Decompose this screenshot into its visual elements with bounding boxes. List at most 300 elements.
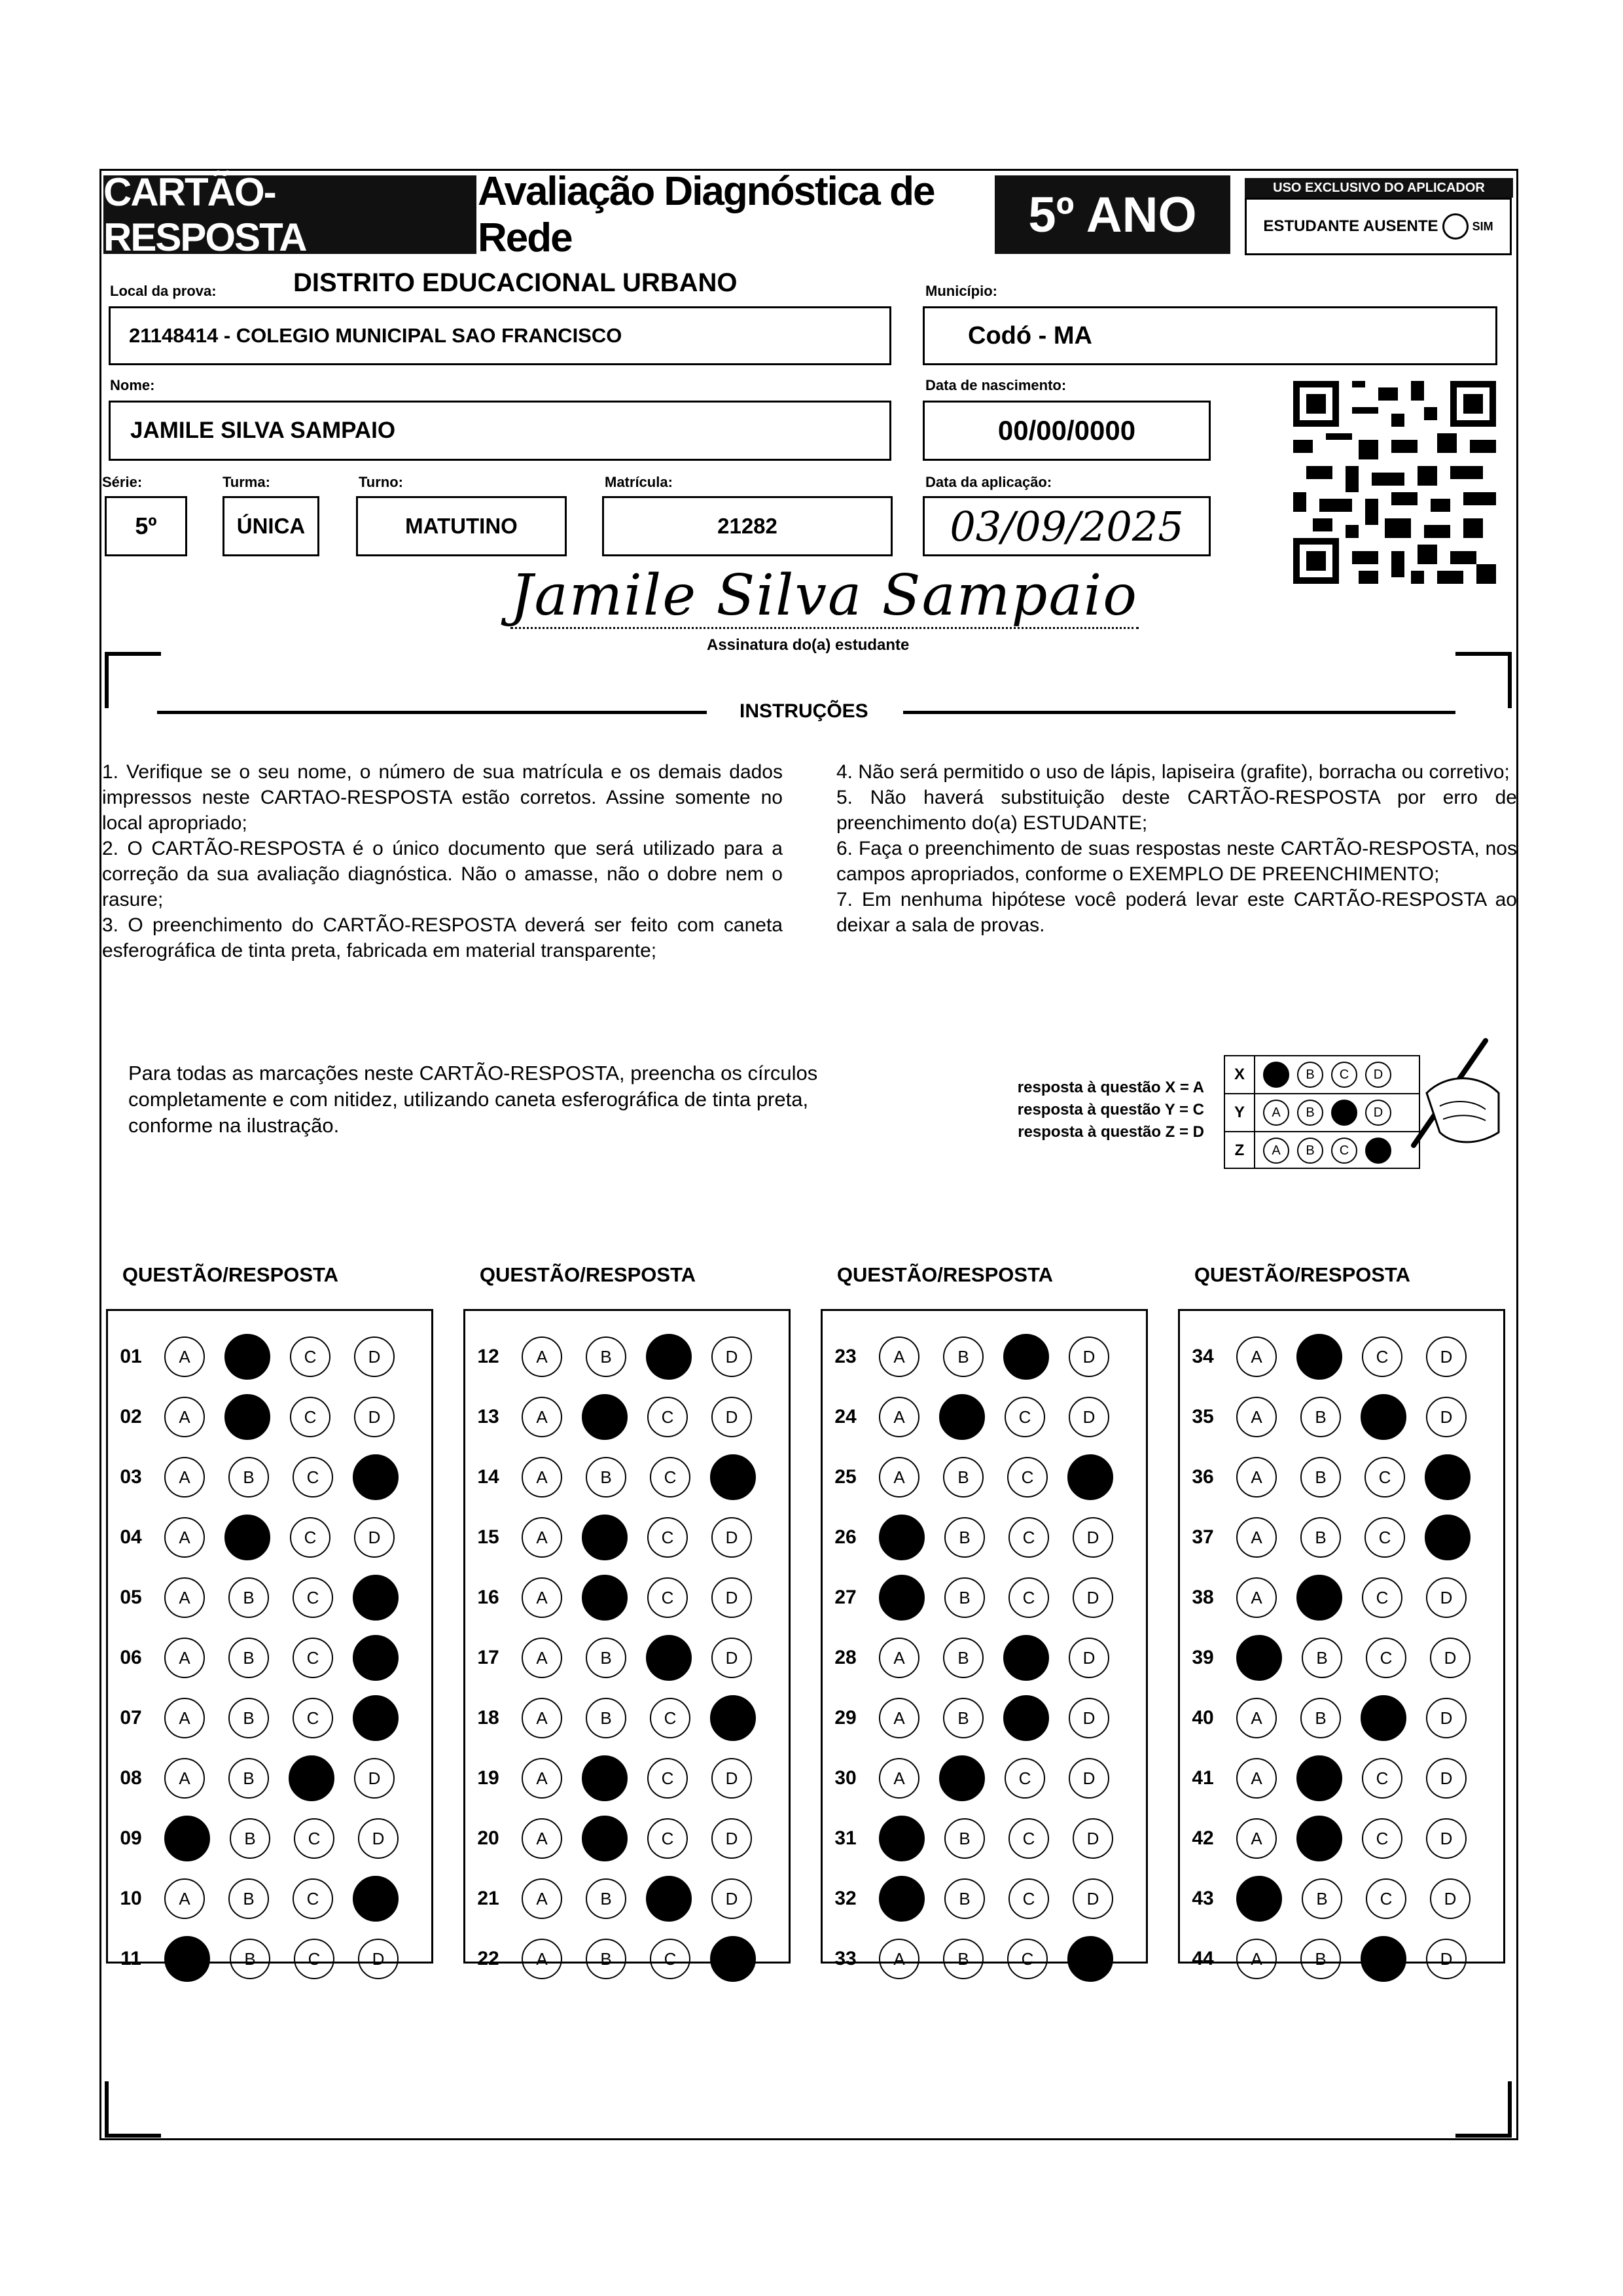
answer-bubble-d[interactable]: D [1426,1939,1467,1979]
answer-bubble-b[interactable]: B [1300,1698,1341,1738]
answer-bubble-c[interactable]: C [1362,1758,1402,1799]
question-row [823,1812,1113,1865]
answer-bubble-b[interactable]: B [1300,1939,1341,1979]
answer-bubble-c[interactable]: C [294,1939,334,1979]
escola-field [109,306,891,365]
answer-bubble-d[interactable]: D [1069,1638,1109,1678]
example-bubble [1331,1100,1357,1126]
answer-bubble-c[interactable] [289,1755,334,1801]
answer-bubble-a[interactable]: A [1236,1457,1277,1498]
answer-bubble-a[interactable]: A [1236,1758,1277,1799]
answer-bubble-b[interactable]: B [228,1457,269,1498]
answer-bubble-d[interactable] [353,1695,399,1741]
aplicacao-field [923,496,1211,556]
answer-bubble-c[interactable]: C [294,1818,334,1859]
answer-bubble-c[interactable]: C [1364,1457,1405,1498]
question-row [1180,1451,1471,1503]
answer-bubble-a[interactable]: A [879,1758,919,1799]
answer-bubble-c[interactable]: C [1366,1638,1406,1678]
answer-bubble-b[interactable] [582,1515,628,1560]
question-row [108,1812,399,1865]
answer-bubble-d[interactable]: D [1069,1758,1109,1799]
answer-bubble-d[interactable]: D [1069,1698,1109,1738]
question-row [823,1571,1113,1624]
question-row [823,1391,1109,1443]
question-number: 03 [120,1466,142,1488]
answer-bubble-a[interactable]: A [879,1457,919,1498]
answer-bubble-a[interactable] [879,1876,925,1922]
answer-bubble-d[interactable]: D [358,1818,399,1859]
question-number: 13 [477,1406,499,1427]
answer-bubble-d[interactable]: D [1069,1336,1109,1377]
answer-bubble-d[interactable] [353,1635,399,1681]
answer-bubble-a[interactable] [879,1816,925,1861]
question-number: 38 [1192,1587,1214,1608]
ausente-label: ESTUDANTE AUSENTE [1263,217,1438,235]
answer-bubble-d[interactable] [353,1454,399,1500]
instructions-rule-left [157,711,707,714]
answer-bubble-d[interactable]: D [711,1397,752,1437]
answer-bubble-b[interactable]: B [586,1638,626,1678]
question-number: 30 [834,1767,857,1789]
answer-bubble-b[interactable]: B [944,1818,985,1859]
column-title: QUESTÃO/RESPOSTA [479,1263,696,1286]
answer-bubble-c[interactable]: C [1005,1758,1045,1799]
answer-bubble-a[interactable]: A [1236,1577,1277,1618]
answer-bubble-a[interactable] [164,1816,210,1861]
answer-bubble-a[interactable]: A [522,1638,562,1678]
answer-bubble-b[interactable]: B [228,1638,269,1678]
answer-bubble-b[interactable]: B [228,1698,269,1738]
answer-bubble-b[interactable]: B [1300,1457,1341,1498]
answer-bubble-b[interactable] [1296,1334,1342,1380]
question-number: 39 [1192,1647,1214,1668]
answer-bubble-d[interactable]: D [358,1939,399,1979]
question-row [823,1933,1113,1985]
answer-bubble-b[interactable] [939,1394,985,1440]
answer-bubble-a[interactable]: A [522,1577,562,1618]
instruction-item: 1. Verifique se o seu nome, o número de sua matrícula e os demais dados impressos neste CARTAO-RESPOSTA estão corretos. Assine somente no local apropriado; [102,761,783,834]
answer-bubble-d[interactable] [1067,1454,1113,1500]
answer-bubble-d[interactable] [1425,1454,1471,1500]
answer-bubble-b[interactable]: B [943,1457,984,1498]
answer-bubble-c[interactable]: C [1005,1397,1045,1437]
serie-value: 5º [135,512,157,539]
question-number: 02 [120,1406,142,1427]
example-bubble: B [1297,1100,1323,1126]
example-bubble: B [1297,1138,1323,1164]
question-row [1180,1752,1467,1804]
answer-bubble-d[interactable]: D [1426,1336,1467,1377]
answer-bubble-d[interactable] [710,1936,756,1982]
question-row [823,1873,1113,1925]
answer-bubble-a[interactable]: A [164,1698,205,1738]
answer-bubble-d[interactable]: D [711,1758,752,1799]
answer-bubble-a[interactable]: A [164,1457,205,1498]
corner-mark-bottom-right [1455,2081,1512,2138]
answer-bubble-d[interactable]: D [1073,1517,1113,1558]
answer-bubble-b[interactable]: B [1300,1397,1341,1437]
answer-bubble-b[interactable] [582,1575,628,1621]
matricula-label: Matrícula: [605,474,673,490]
question-number: 25 [834,1466,857,1488]
answer-bubble-c[interactable] [1003,1635,1049,1681]
answer-column [463,1309,791,1969]
question-number: 26 [834,1526,857,1548]
answer-bubble-b[interactable] [1296,1755,1342,1801]
uso-exclusivo-label: USO EXCLUSIVO DO APLICADOR [1245,178,1513,198]
answer-bubble-a[interactable]: A [164,1878,205,1919]
question-row [465,1511,752,1564]
answer-bubble-b[interactable] [582,1816,628,1861]
answer-bubble-b[interactable] [939,1755,985,1801]
answer-bubble-b[interactable]: B [586,1939,626,1979]
answer-bubble-a[interactable]: A [164,1758,205,1799]
corner-mark-bottom-left [105,2081,161,2138]
nome-field [109,401,891,461]
answer-bubble-d[interactable]: D [1426,1818,1467,1859]
answer-bubble-d[interactable] [710,1695,756,1741]
answer-bubble-b[interactable]: B [586,1457,626,1498]
answer-bubble-d[interactable]: D [1073,1818,1113,1859]
answer-bubble-b[interactable]: B [943,1336,984,1377]
answer-bubble-a[interactable]: A [164,1517,205,1558]
question-number: 32 [834,1888,857,1909]
question-number: 21 [477,1888,499,1909]
question-number: 04 [120,1526,142,1548]
question-row [108,1632,399,1684]
matricula-value: 21282 [717,514,777,538]
answer-bubble-d[interactable]: D [1426,1577,1467,1618]
answer-bubble-c[interactable]: C [647,1577,688,1618]
answer-bubble-d[interactable]: D [711,1336,752,1377]
answer-bubble-a[interactable] [1236,1635,1282,1681]
answer-bubble-c[interactable]: C [650,1457,690,1498]
answer-bubble-b[interactable]: B [1300,1517,1341,1558]
answer-bubble-c[interactable]: C [1007,1457,1048,1498]
question-row [108,1511,395,1564]
answer-bubble-a[interactable]: A [1236,1397,1277,1437]
question-number: 24 [834,1406,857,1427]
answer-bubble-d[interactable]: D [711,1638,752,1678]
question-number: 35 [1192,1406,1214,1427]
example-bubble: C [1331,1138,1357,1164]
escola-value: 21148414 - COLEGIO MUNICIPAL SAO FRANCISCO [129,324,622,347]
example-row-key: Z [1225,1132,1255,1169]
answer-bubble-d[interactable] [710,1454,756,1500]
instruction-item: 5. Não haverá substituição deste CARTÃO-RESPOSTA por erro de preenchimento do(a) ESTUDANTE; [836,787,1517,834]
turno-field [356,496,567,556]
answer-bubble-c[interactable]: C [1362,1336,1402,1377]
answer-bubble-c[interactable]: C [647,1397,688,1437]
question-row [465,1632,752,1684]
answer-bubble-c[interactable] [1361,1695,1406,1741]
answer-bubble-d[interactable]: D [1073,1577,1113,1618]
nome-value: JAMILE SILVA SAMPAIO [130,418,396,443]
question-number: 36 [1192,1466,1214,1488]
answer-bubble-c[interactable] [1003,1695,1049,1741]
question-number: 40 [1192,1707,1214,1729]
instructions-right [836,759,1517,938]
nascimento-field [923,401,1211,461]
answer-bubble-a[interactable]: A [879,1336,919,1377]
answer-bubble-a[interactable]: A [522,1698,562,1738]
answer-bubble-a[interactable]: A [522,1397,562,1437]
question-row [465,1331,752,1383]
question-number: 08 [120,1767,142,1789]
answer-bubble-a[interactable] [164,1936,210,1982]
instruction-item: 3. O preenchimento do CARTÃO-RESPOSTA deverá ser feito com caneta esferográfica de tinta preta, fabricada em material transparente; [102,914,783,961]
answer-bubble-c[interactable]: C [647,1517,688,1558]
answer-bubble-b[interactable]: B [228,1878,269,1919]
card-subtitle: Avaliação Diagnóstica de Rede [478,169,935,260]
answer-bubble-b[interactable]: B [944,1878,985,1919]
answer-column [821,1309,1148,1969]
answer-bubble-d[interactable] [353,1876,399,1922]
question-row [108,1331,395,1383]
answer-bubble-b[interactable]: B [586,1698,626,1738]
answer-bubble-d[interactable] [1067,1936,1113,1982]
question-row [108,1933,399,1985]
answer-column [1178,1309,1505,1969]
answer-bubble-b[interactable]: B [228,1577,269,1618]
question-row [1180,1511,1471,1564]
question-row [1180,1632,1471,1684]
signature-caption: Assinatura do(a) estudante [707,636,910,654]
answer-bubble-d[interactable]: D [354,1758,395,1799]
example-line: resposta à questão Z = D [1018,1123,1204,1141]
answer-bubble-b[interactable]: B [1302,1638,1342,1678]
answer-bubble-d[interactable]: D [1426,1397,1467,1437]
answer-bubble-b[interactable] [582,1394,628,1440]
ausente-bubble[interactable] [1442,213,1469,240]
answer-bubble-b[interactable]: B [944,1517,985,1558]
answer-bubble-a[interactable]: A [1236,1939,1277,1979]
answer-bubble-a[interactable] [1236,1876,1282,1922]
question-number: 15 [477,1526,499,1548]
answer-bubble-a[interactable] [879,1575,925,1621]
answer-bubble-b[interactable]: B [586,1878,626,1919]
question-number: 27 [834,1587,857,1608]
answer-bubble-b[interactable]: B [944,1577,985,1618]
aplicacao-label: Data da aplicação: [925,474,1052,490]
question-row [465,1873,752,1925]
turma-field [223,496,319,556]
question-row [1180,1812,1467,1865]
answer-bubble-c[interactable]: C [647,1818,688,1859]
answer-bubble-d[interactable]: D [354,1517,395,1558]
question-row [465,1812,752,1865]
signature-line [510,627,1139,629]
answer-bubble-a[interactable]: A [1236,1336,1277,1377]
corner-mark-top-left [105,652,161,708]
local-label: Local da prova: [110,283,217,299]
answer-bubble-a[interactable]: A [522,1758,562,1799]
answer-bubble-c[interactable]: C [1008,1878,1049,1919]
question-number: 14 [477,1466,499,1488]
question-number: 01 [120,1346,142,1367]
answer-bubble-a[interactable]: A [522,1336,562,1377]
answer-bubble-c[interactable]: C [290,1336,330,1377]
answer-bubble-b[interactable]: B [586,1336,626,1377]
grade-label: 5º ANO [995,175,1230,254]
answer-bubble-a[interactable]: A [522,1939,562,1979]
answer-bubble-c[interactable] [1361,1394,1406,1440]
answer-bubble-c[interactable]: C [293,1457,333,1498]
instructions-title: INSTRUÇÕES [740,700,868,722]
answer-bubble-d[interactable]: D [711,1517,752,1558]
ausente-box [1245,198,1512,255]
answer-column [106,1309,433,1969]
nome-label: Nome: [110,377,155,393]
answer-bubble-b[interactable] [224,1515,270,1560]
matricula-field [602,496,893,556]
answer-bubble-c[interactable] [646,1635,692,1681]
qr-code [1293,381,1496,584]
question-number: 34 [1192,1346,1214,1367]
nascimento-label: Data de nascimento: [925,377,1067,393]
question-number: 42 [1192,1827,1214,1849]
example-bubble: A [1263,1100,1289,1126]
answer-bubble-d[interactable]: D [1426,1758,1467,1799]
answer-bubble-c[interactable]: C [290,1517,330,1558]
question-number: 43 [1192,1888,1214,1909]
question-number: 41 [1192,1767,1214,1789]
answer-bubble-c[interactable]: C [1364,1517,1405,1558]
answer-bubble-a[interactable]: A [1236,1818,1277,1859]
answer-bubble-b[interactable]: B [228,1758,269,1799]
fill-instructions: Para todas as marcações neste CARTÃO-RESPOSTA, preencha os círculos completamente e com nitidez, utilizando caneta esferográfica de tinta preta, conforme na ilustração. [128,1062,818,1137]
answer-bubble-c[interactable]: C [1362,1577,1402,1618]
question-row [465,1451,756,1503]
example-bubble: B [1297,1062,1323,1088]
answer-bubble-c[interactable] [646,1334,692,1380]
question-number: 16 [477,1587,499,1608]
answer-bubble-d[interactable]: D [711,1818,752,1859]
answer-bubble-b[interactable] [1296,1575,1342,1621]
pen-hand-icon [1387,1034,1505,1165]
instruction-item: 6. Faça o preenchimento de suas respostas neste CARTÃO-RESPOSTA, nos campos apropriados, conforme o EXEMPLO DE PREENCHIMENTO; [836,838,1517,885]
example-bubble: C [1331,1062,1357,1088]
instruction-item: 2. O CARTÃO-RESPOSTA é o único documento que será utilizado para a correção da sua avaliação diagnóstica. Não o amasse, não o dobre nem o rasure; [102,838,783,910]
answer-bubble-d[interactable] [353,1575,399,1621]
answer-bubble-c[interactable] [646,1876,692,1922]
aplicacao-value: 03/09/2025 [950,502,1184,550]
turma-label: Turma: [223,474,270,490]
question-row [823,1632,1109,1684]
answer-bubble-a[interactable]: A [522,1457,562,1498]
answer-bubble-a[interactable]: A [522,1818,562,1859]
question-number: 18 [477,1707,499,1729]
question-row [465,1571,752,1624]
corner-mark-top-right [1455,652,1512,708]
answer-bubble-c[interactable]: C [1007,1939,1048,1979]
answer-bubble-a[interactable]: A [879,1638,919,1678]
answer-bubble-b[interactable] [1296,1816,1342,1861]
answer-bubble-a[interactable]: A [1236,1517,1277,1558]
answer-bubble-d[interactable]: D [1426,1698,1467,1738]
answer-bubble-b[interactable]: B [943,1638,984,1678]
answer-bubble-c[interactable]: C [293,1698,333,1738]
answer-bubble-a[interactable]: A [522,1878,562,1919]
answer-bubble-c[interactable]: C [647,1758,688,1799]
question-row [1180,1391,1467,1443]
answer-bubble-d[interactable]: D [1430,1638,1471,1678]
answer-bubble-b[interactable]: B [230,1818,270,1859]
answer-bubble-a[interactable] [879,1515,925,1560]
answer-bubble-b[interactable]: B [943,1939,984,1979]
answer-bubble-c[interactable]: C [1008,1818,1049,1859]
answer-bubble-d[interactable]: D [354,1397,395,1437]
answer-bubble-a[interactable]: A [879,1698,919,1738]
question-number: 23 [834,1346,857,1367]
answer-bubble-c[interactable]: C [293,1577,333,1618]
answer-bubble-d[interactable]: D [1069,1397,1109,1437]
answer-bubble-c[interactable]: C [650,1698,690,1738]
answer-bubble-d[interactable]: D [354,1336,395,1377]
answer-bubble-b[interactable]: B [943,1698,984,1738]
answer-bubble-d[interactable]: D [711,1878,752,1919]
question-row [108,1391,395,1443]
student-signature: Jamile Silva Sampaio [510,563,1138,628]
answer-bubble-a[interactable]: A [164,1397,205,1437]
question-row [465,1752,752,1804]
answer-bubble-a[interactable]: A [522,1517,562,1558]
answer-bubble-c[interactable]: C [290,1397,330,1437]
question-number: 12 [477,1346,499,1367]
local-value: DISTRITO EDUCACIONAL URBANO [293,268,738,297]
example-bubble: D [1365,1062,1391,1088]
example-line: resposta à questão X = A [1017,1079,1204,1096]
turno-value: MATUTINO [405,514,518,538]
question-number: 07 [120,1707,142,1729]
answer-bubble-c[interactable]: C [1008,1517,1049,1558]
question-number: 10 [120,1888,142,1909]
question-row [108,1692,399,1744]
answer-bubble-d[interactable] [1425,1515,1471,1560]
question-number: 31 [834,1827,857,1849]
answer-bubble-d[interactable]: D [1430,1878,1471,1919]
answer-bubble-a[interactable]: A [164,1336,205,1377]
answer-bubble-c[interactable] [1003,1334,1049,1380]
answer-bubble-a[interactable]: A [164,1638,205,1678]
answer-bubble-d[interactable]: D [711,1577,752,1618]
answer-bubble-b[interactable]: B [1302,1878,1342,1919]
answer-bubble-b[interactable] [582,1755,628,1801]
question-row [108,1752,395,1804]
answer-bubble-c[interactable]: C [1366,1878,1406,1919]
answer-bubble-c[interactable]: C [1008,1577,1049,1618]
answer-bubble-a[interactable]: A [164,1577,205,1618]
question-number: 29 [834,1707,857,1729]
answer-bubble-c[interactable]: C [650,1939,690,1979]
question-row [1180,1873,1471,1925]
question-row [108,1571,399,1624]
answer-bubble-a[interactable]: A [879,1397,919,1437]
answer-bubble-c[interactable]: C [293,1638,333,1678]
answer-bubble-b[interactable] [224,1394,270,1440]
answer-bubble-c[interactable]: C [1362,1818,1402,1859]
answer-bubble-b[interactable] [224,1334,270,1380]
question-number: 44 [1192,1948,1214,1969]
question-row [1180,1571,1467,1624]
answer-bubble-c[interactable]: C [293,1878,333,1919]
answer-bubble-b[interactable]: B [230,1939,270,1979]
answer-bubble-d[interactable]: D [1073,1878,1113,1919]
answer-bubble-a[interactable]: A [1236,1698,1277,1738]
answer-bubble-a[interactable]: A [879,1939,919,1979]
answer-bubble-c[interactable] [1361,1936,1406,1982]
